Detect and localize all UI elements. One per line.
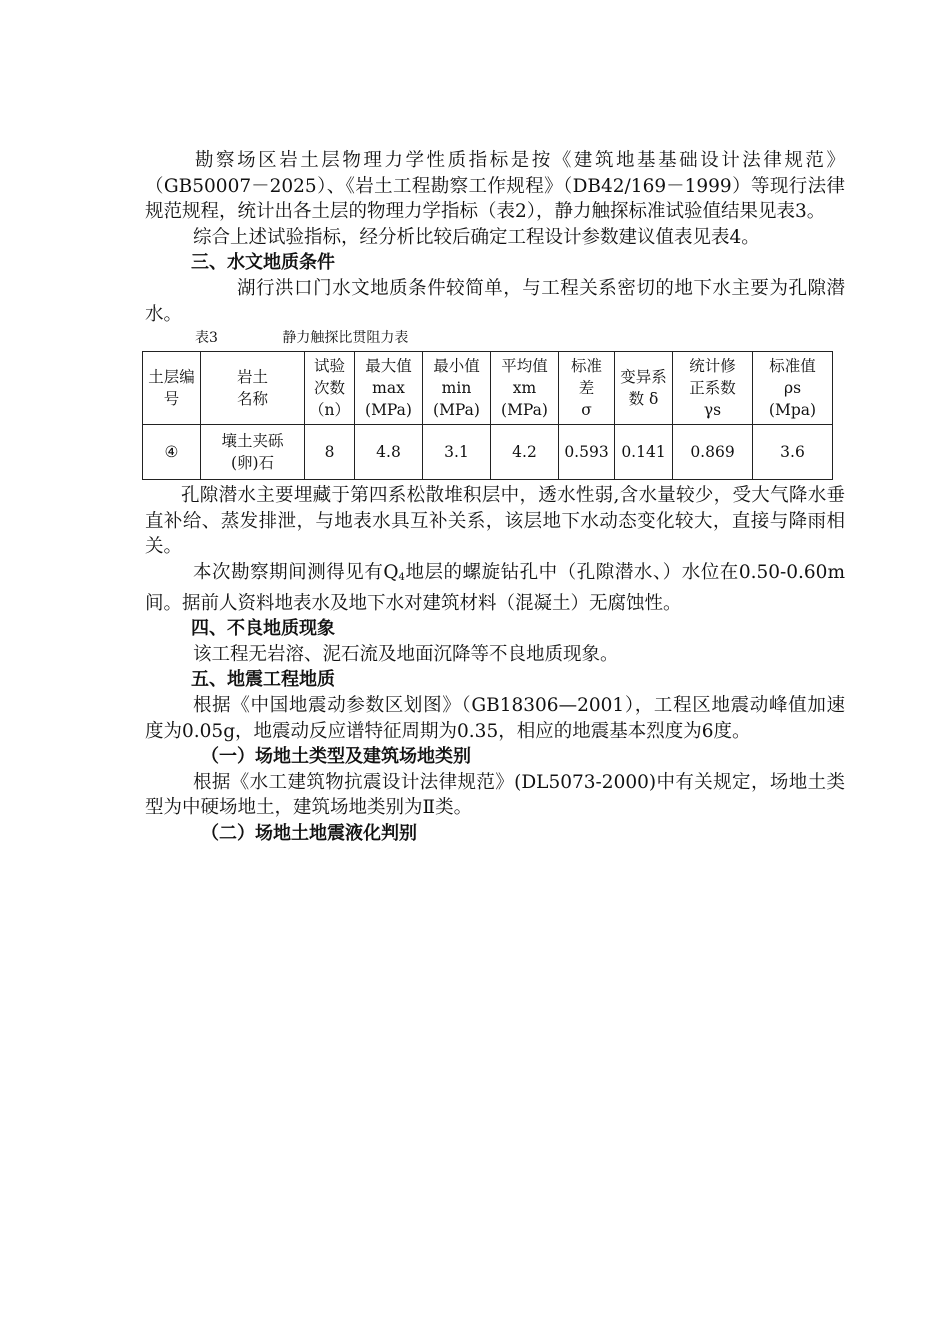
- table-header-line: 差: [578, 379, 595, 398]
- cpt-resistance-table: [142, 351, 833, 480]
- table-header-line: 最小值: [433, 357, 480, 376]
- table-header-line: 平均值: [501, 357, 548, 376]
- paragraph-groundwater-type: 湖行洪口门水文地质条件较简单，与工程关系密切的地下水主要为孔隙潜水。: [145, 277, 845, 325]
- table-cell-line: 壤土夹砾: [221, 432, 284, 451]
- table-header-cell: [201, 352, 305, 425]
- table-header-line: 次数: [313, 379, 345, 398]
- table-cell-line: 0.869: [690, 443, 735, 462]
- table-header-line: (MPa): [433, 401, 480, 420]
- table-header-cell: [305, 352, 355, 425]
- table-header-cell: [559, 352, 615, 425]
- table-header-line: 岩土: [236, 368, 268, 387]
- table-caption: [145, 328, 845, 348]
- table-header-line: ρs: [783, 379, 802, 398]
- paragraph-seismic-params: 根据《中国地震动参数区划图》（GB18306—2001），工程区地震动峰值加速度为0.05g，地震动反应谱特征周期为0.35，相应的地震基本烈度为6度。: [145, 694, 845, 742]
- paragraph-water-level: [145, 560, 845, 616]
- table-header-cell: [491, 352, 559, 425]
- water-level-text-a: 本次勘察期间测得见有Q: [193, 561, 399, 583]
- table-header-line: 正系数: [689, 379, 736, 398]
- paragraph-pore-water: 孔隙潜水主要埋藏于第四系松散堆积层中，透水性弱,含水量较少，受大气降水垂直补给、蒸发排泄，与地表水具互补关系，该层地下水动态变化较大，直接与降雨相关。: [145, 485, 845, 558]
- table-cell: [673, 425, 753, 480]
- heading-hydrogeology: 三、水文地质条件: [191, 252, 335, 274]
- table-cell: [423, 425, 491, 480]
- table-header-line: 变异系: [620, 368, 667, 387]
- table-cell-line: ④: [164, 443, 179, 462]
- table-header-line: 标准: [570, 357, 602, 376]
- table-header-line: 号: [163, 390, 180, 409]
- table-cell-line: 8: [324, 443, 335, 462]
- heading-adverse-geology: 四、不良地质现象: [191, 618, 335, 640]
- table-header-line: xm: [512, 379, 537, 398]
- table-cell-line: 0.593: [564, 443, 609, 462]
- table-cell: [491, 425, 559, 480]
- water-level-text-b: 地层的螺旋钻孔中（孔隙潜水、）水位在0.50-0.60m间。据前人资料地表水及地下水对建筑材料（混凝土）无腐蚀性。: [145, 561, 845, 614]
- table-header-line: γs: [703, 401, 722, 420]
- table-header-line: (MPa): [365, 401, 412, 420]
- table-header-line: 数 δ: [628, 390, 659, 409]
- table-header-cell: [143, 352, 201, 425]
- table-header-line: 土层编: [148, 368, 195, 387]
- table-cell: [753, 425, 833, 480]
- table-cell: [143, 425, 201, 480]
- table-header-line: 名称: [236, 390, 268, 409]
- table-cell: [305, 425, 355, 480]
- paragraph-no-adverse: 该工程无岩溶、泥石流及地面沉降等不良地质现象。: [193, 643, 619, 665]
- table-header-line: 统计修: [689, 357, 736, 376]
- table-header-cell: [615, 352, 673, 425]
- heading-site-classification: （一）场地土类型及建筑场地类别: [201, 746, 471, 768]
- table-cell: [355, 425, 423, 480]
- table-header-cell: [423, 352, 491, 425]
- table-header-cell: [355, 352, 423, 425]
- table-header-line: 最大值: [365, 357, 412, 376]
- table-cell: [559, 425, 615, 480]
- table-header-cell: [753, 352, 833, 425]
- table-cell-line: 4.2: [512, 443, 537, 462]
- table-cell: [201, 425, 305, 480]
- table-cell-line: 0.141: [621, 443, 666, 462]
- table-header-line: max: [372, 379, 405, 398]
- document-page: [145, 148, 845, 846]
- table-header-cell: [673, 352, 753, 425]
- table-header-line: σ: [581, 401, 592, 420]
- quaternary-subscript: 4: [398, 571, 405, 583]
- table-header-line: （n）: [309, 401, 350, 420]
- table-row: [143, 425, 833, 480]
- table-header-line: (Mpa): [768, 401, 817, 420]
- heading-liquefaction: （二）场地土地震液化判别: [201, 822, 417, 844]
- table-cell: [615, 425, 673, 480]
- table-header-line: min: [441, 379, 472, 398]
- table-caption-label: 表3: [195, 330, 218, 347]
- paragraph-design-parameters: 综合上述试验指标，经分析比较后确定工程设计参数建议值表见表4。: [193, 226, 760, 248]
- table-cell-line: (卵)石: [230, 454, 275, 473]
- paragraph-test-indicators: 勘察场区岩土层物理力学性质指标是按《建筑地基基础设计法律规范》（GB50007－2025）、《岩土工程勘察工作规程》（DB42/169－1999）等现行法律规范规程，统计出各土层的物理力学指标（表2），静力触探标准试验值结果见表3。: [145, 150, 845, 223]
- table-caption-title: 静力触探比贯阻力表: [282, 330, 409, 347]
- table-cell-line: 3.1: [444, 443, 469, 462]
- table-cell-line: 4.8: [376, 443, 401, 462]
- table-header-line: 标准值: [769, 357, 816, 376]
- table-header-line: 试验: [313, 357, 345, 376]
- paragraph-site-class: 根据《水工建筑物抗震设计法律规范》(DL5073-2000)中有关规定，场地土类型为中硬场地土，建筑场地类别为Ⅱ类。: [145, 771, 845, 819]
- table-header-line: (MPa): [501, 401, 548, 420]
- table-cell-line: 3.6: [780, 443, 805, 462]
- heading-seismic: 五、地震工程地质: [191, 669, 335, 691]
- table-header-row: [143, 352, 833, 425]
